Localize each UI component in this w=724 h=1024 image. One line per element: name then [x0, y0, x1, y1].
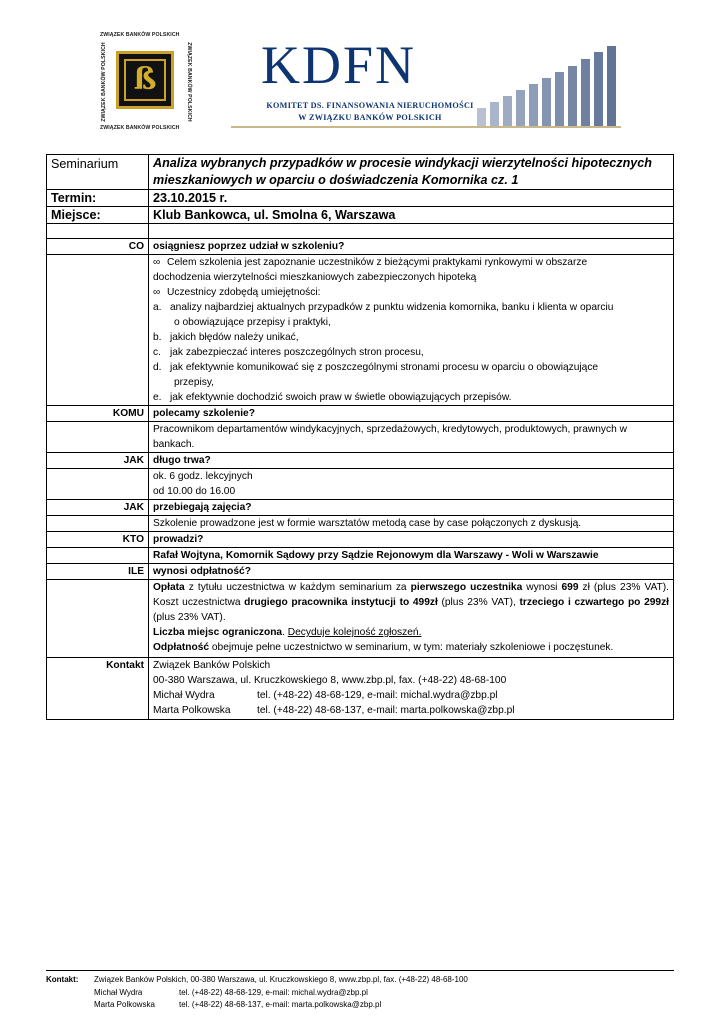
komu-heading: polecamy szkolenie? — [149, 406, 674, 422]
list-item — [153, 330, 669, 345]
kdfn-bar — [594, 52, 603, 128]
kdfn-bar-graphic — [475, 46, 621, 128]
seminar-title-row — [47, 155, 674, 190]
list-item-line: jak zabezpieczać interes poszczególnych stron procesu, — [170, 347, 424, 358]
price-text: (plus 23% VAT). — [153, 612, 226, 623]
ile-heading: wynosi odpłatność? — [149, 564, 674, 580]
zbp-logo — [96, 31, 196, 133]
kdfn-bar — [581, 59, 590, 128]
seats-text: . — [282, 627, 288, 638]
contact-person — [153, 703, 669, 718]
seats-paragraph — [153, 625, 669, 640]
kto-text: Rafał Wojtyna, Komornik Sądowy przy Sądzie Rejonowym dla Warszawy - Woli w Warszawie — [149, 548, 674, 564]
list-item-number: d. — [153, 362, 162, 373]
list-item-line-2: o obowiązujące przepisy i praktyki, — [174, 317, 331, 328]
skills-list — [153, 300, 669, 405]
price-text: drugiego pracownika instytucji to 499zł — [244, 597, 438, 608]
footer-row — [46, 974, 686, 987]
seminar-title: Analiza wybranych przypadków w procesie windykacji wierzytelności hipotecznych mieszkaniowych w oparciu o doświadczenia Komornika cz. 1 — [149, 155, 674, 190]
contact-person-name: Marta Polkowska — [153, 705, 231, 716]
seminar-label: Seminarium — [47, 155, 149, 190]
footer-spacer — [46, 999, 94, 1012]
jak1-body — [149, 469, 674, 500]
komu-body-label-cell — [47, 422, 149, 453]
jak1-heading: długo trwa? — [149, 453, 674, 469]
co-body-label-cell — [47, 255, 149, 406]
fee-text: obejmuje pełne uczestnictwo w seminarium, w tym: materiały szkoleniowe i poczęstunek. — [209, 642, 614, 653]
co-bullet-2 — [153, 285, 669, 300]
list-item — [153, 345, 669, 360]
infinity-bullet-icon: ∞ — [153, 257, 161, 268]
footer-person-info: tel. (+48-22) 48-68-129, e-mail: michal.wydra@zbp.pl — [179, 987, 368, 997]
duration-time: od 10.00 do 16.00 — [153, 486, 236, 497]
contact-person-name: Michał Wydra — [153, 690, 215, 701]
footer-divider — [46, 970, 674, 971]
footer-row — [46, 999, 686, 1012]
list-item — [153, 390, 669, 405]
jak2-head-row — [47, 500, 674, 516]
jak1-label: JAK — [47, 453, 149, 469]
list-item-line-2: przepisy, — [174, 377, 215, 388]
seminar-table — [46, 154, 674, 720]
price-text: pierwszego uczestnika — [410, 582, 523, 593]
list-item-line: jak efektywnie komunikować się z poszczególnymi stronami procesu w oparciu o obowiązujące — [170, 362, 599, 373]
footer-person-name: Marta Polkowska — [94, 1000, 155, 1009]
ile-body — [149, 580, 674, 658]
place-row — [47, 207, 674, 224]
jak2-body-row — [47, 516, 674, 532]
spacer-cell — [47, 224, 149, 239]
kontakt-label: Kontakt — [47, 658, 149, 720]
co-bullet-1 — [153, 255, 669, 270]
fee-text: Odpłatność — [153, 642, 210, 653]
list-item-number: a. — [153, 302, 162, 313]
price-text: wynosi — [522, 582, 562, 593]
jak2-label: JAK — [47, 500, 149, 516]
price-text: trzeciego i czwartego po 299zł — [519, 597, 669, 608]
zbp-logo-text-right: ZWIĄZEK BANKÓW POLSKICH — [186, 42, 192, 122]
kdfn-baseline — [231, 126, 621, 128]
ile-body-label-cell — [47, 580, 149, 658]
fee-includes-paragraph — [153, 640, 669, 655]
footer-person-name: Michał Wydra — [94, 987, 143, 997]
footer-address: Związek Banków Polskich, 00-380 Warszawa, ul. Kruczkowskiego 8, www.zbp.pl, fax. (+48-22) 48-68-100 — [94, 975, 468, 984]
list-item-text — [170, 360, 598, 390]
co-bullet-2-text: Uczestnicy zdobędą umiejętności: — [167, 287, 321, 298]
price-text: (plus 23% VAT), — [437, 597, 520, 608]
kto-head-row — [47, 532, 674, 548]
kto-label: KTO — [47, 532, 149, 548]
ile-head-row — [47, 564, 674, 580]
term-label: Termin: — [47, 190, 149, 207]
kto-body-label-cell — [47, 548, 149, 564]
kontakt-body — [149, 658, 674, 720]
zbp-logo-text-bottom: ZWIĄZEK BANKÓW POLSKICH — [100, 125, 180, 131]
footer-label: Kontakt: — [46, 975, 79, 984]
kdfn-bar — [607, 46, 616, 128]
co-head-row — [47, 239, 674, 255]
footer-row — [46, 987, 686, 1000]
jak1-body-label-cell — [47, 469, 149, 500]
list-item-line: jakich błędów należy unikać, — [170, 332, 299, 343]
spacer-cell — [149, 224, 674, 239]
kdfn-logo — [231, 35, 621, 133]
infinity-bullet-icon: ∞ — [153, 287, 161, 298]
price-text: zł (plus 23% VAT). Koszt uczestnictwa — [153, 582, 669, 608]
contact-person-info: tel. (+48-22) 48-68-137, e-mail: marta.polkowska@zbp.pl — [257, 705, 515, 716]
term-value: 23.10.2015 r. — [149, 190, 674, 207]
kdfn-subtitle-2: W ZWIĄZKU BANKÓW POLSKICH — [298, 113, 442, 122]
zbp-emblem — [116, 51, 174, 109]
jak2-text: Szkolenie prowadzone jest w formie warsztatów metodą case by case połączonych z dyskusją. — [149, 516, 674, 532]
jak2-body-label-cell — [47, 516, 149, 532]
duration-hours: ok. 6 godz. lekcyjnych — [153, 471, 253, 482]
kdfn-bar — [477, 108, 486, 128]
term-row — [47, 190, 674, 207]
kdfn-bar — [542, 78, 551, 128]
co-bullet-1-text: Celem szkolenia jest zapoznanie uczestników z bieżącymi praktykami rynkowymi w obszarze — [167, 257, 588, 268]
price-text: Opłata — [153, 582, 185, 593]
place-label: Miejsce: — [47, 207, 149, 224]
kdfn-subtitle-1: KOMITET DS. FINANSOWANIA NIERUCHOMOŚCI — [266, 101, 474, 110]
seats-text: Liczba miejsc ograniczona — [153, 627, 283, 638]
kontakt-row — [47, 658, 674, 720]
kto-body-row — [47, 548, 674, 564]
co-body-row — [47, 255, 674, 406]
komu-body-row — [47, 422, 674, 453]
list-item-line: jak efektywnie dochodzić swoich praw w świetle obowiązujących przepisów. — [170, 392, 512, 403]
jak2-heading: przebiegają zajęcia? — [149, 500, 674, 516]
ile-body-row — [47, 580, 674, 658]
footer-person-info: tel. (+48-22) 48-68-137, e-mail: marta.polkowska@zbp.pl — [179, 1000, 382, 1009]
kdfn-letters: KDFN — [261, 35, 417, 95]
komu-text: Pracownikom departamentów windykacyjnych, sprzedażowych, kredytowych, produktowych, prawnych w bankach. — [149, 422, 674, 453]
list-item — [153, 300, 669, 330]
price-text: z tytułu uczestnictwa w każdym seminarium za — [184, 582, 411, 593]
seats-text: Decyduje kolejność zgłoszeń. — [287, 627, 422, 638]
zbp-logo-text-left: ZWIĄZEK BANKÓW POLSKICH — [101, 42, 107, 122]
kdfn-bar — [529, 84, 538, 128]
co-bullet-1-cont: dochodzenia wierzytelności mieszkaniowych zabezpieczonych hipoteką — [153, 272, 477, 283]
spacer-row — [47, 224, 674, 239]
co-label: CO — [47, 239, 149, 255]
place-value: Klub Bankowca, ul. Smolna 6, Warszawa — [149, 207, 674, 224]
list-item-number: b. — [153, 332, 162, 343]
jak1-head-row — [47, 453, 674, 469]
contact-org: Związek Banków Polskich — [153, 660, 271, 671]
list-item-line: analizy najbardziej aktualnych przypadków z punktu widzenia komornika, banku i klienta w oparciu — [170, 302, 614, 313]
price-text: 699 — [561, 582, 579, 593]
contact-address: 00-380 Warszawa, ul. Kruczkowskiego 8, www.zbp.pl, fax. (+48-22) 48-68-100 — [153, 675, 507, 686]
price-paragraph — [153, 580, 669, 625]
kdfn-bar — [555, 72, 564, 128]
contact-person — [153, 688, 669, 703]
footer-spacer — [46, 987, 94, 1000]
kto-heading: prowadzi? — [149, 532, 674, 548]
komu-label: KOMU — [47, 406, 149, 422]
list-item-number: c. — [153, 347, 161, 358]
list-item — [153, 360, 669, 390]
ile-label: ILE — [47, 564, 149, 580]
co-body — [149, 255, 674, 406]
co-heading: osiągniesz poprzez udział w szkoleniu? — [149, 239, 674, 255]
list-item-text — [170, 300, 613, 330]
komu-head-row — [47, 406, 674, 422]
jak1-body-row — [47, 469, 674, 500]
kdfn-bar — [503, 96, 512, 128]
zbp-logo-text-top: ZWIĄZEK BANKÓW POLSKICH — [100, 32, 180, 38]
contact-person-info: tel. (+48-22) 48-68-129, e-mail: michal.wydra@zbp.pl — [257, 690, 498, 701]
kdfn-bar — [568, 66, 577, 128]
zbp-emblem-letter: ß — [124, 59, 166, 101]
page-footer — [46, 974, 686, 1012]
list-item-number: e. — [153, 392, 162, 403]
kdfn-bar — [516, 90, 525, 128]
kdfn-bar — [490, 102, 499, 128]
